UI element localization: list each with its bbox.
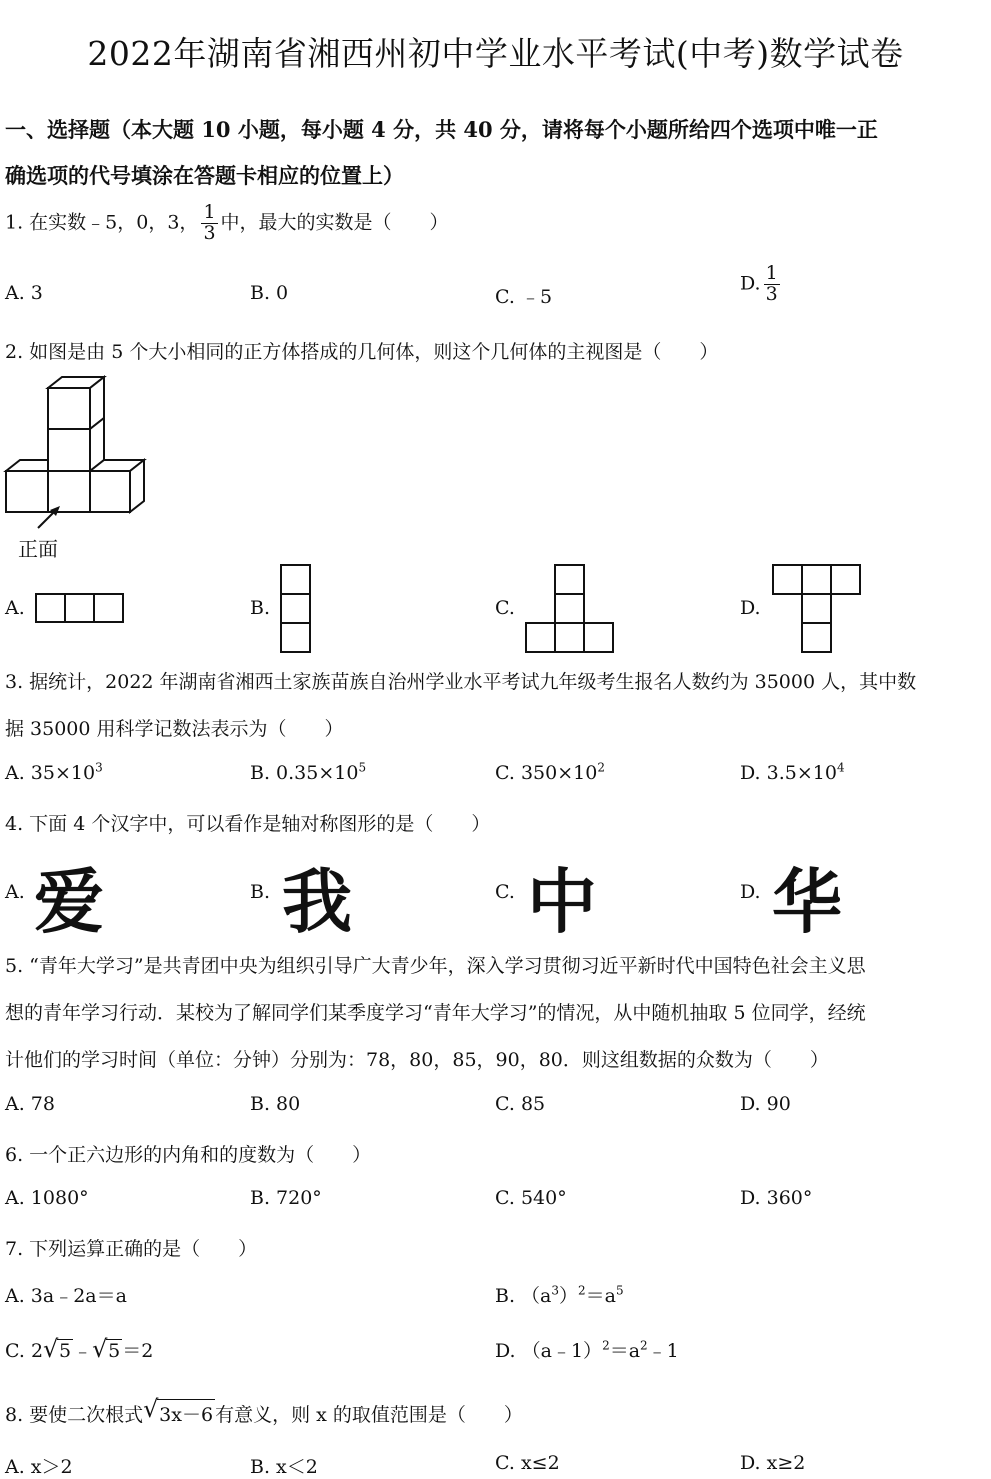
q3-c-exp: 2	[597, 760, 605, 775]
q2-option-b-figure	[280, 564, 312, 654]
q4-char-wo: 我	[282, 861, 352, 943]
q7-b-exp2: 2	[578, 1283, 586, 1298]
q8-option-a[interactable]: A. x＞2	[5, 1456, 73, 1478]
section-heading-line1: 一、选择题（本大题 10 小题，每小题 4 分，共 40 分，请将每个小题所给四个选项中唯一正	[5, 117, 878, 142]
q4-char-hua: 华	[772, 861, 842, 943]
q1-suffix: 中，最大的实数是（ ）	[220, 211, 449, 234]
q5-option-a[interactable]: A. 78	[5, 1093, 55, 1115]
q2-option-b[interactable]: B.	[250, 597, 271, 619]
question-3-line1: 3. 据统计，2022 年湖南省湘西土家族苗族自治州学业水平考试九年级考生报名人数约为 35000 人，其中数	[5, 671, 917, 693]
q3-d-exp: 4	[836, 760, 845, 775]
q7-option-a[interactable]: A. 3a﹣2a＝a	[5, 1285, 127, 1307]
q7-b-exp1: 3	[551, 1283, 560, 1298]
q4-option-a[interactable]: A.	[5, 881, 25, 903]
q1-option-b[interactable]: B. 0	[250, 282, 289, 304]
q5-option-d[interactable]: D. 90	[740, 1093, 791, 1115]
section-heading-line2: 确选项的代号填涂在答题卡相应的位置上）	[5, 163, 404, 188]
q7-c-radicand2: 5	[108, 1340, 121, 1362]
q2-option-a-figure	[35, 593, 125, 623]
q2-option-c[interactable]: C.	[495, 597, 515, 619]
q7-c-sqrt1: √ 5	[43, 1335, 72, 1363]
q7-b-part2: ）	[559, 1285, 579, 1307]
q8-option-c[interactable]: C. x≤2	[495, 1452, 560, 1474]
q3-b-base: B. 0.35×10	[250, 762, 359, 784]
q8-radicand: 3x－6	[157, 1399, 215, 1427]
q7-b-part3: ＝a	[585, 1285, 616, 1307]
q3-a-base: A. 35×10	[5, 762, 96, 784]
q7-option-b[interactable]	[495, 1281, 624, 1308]
question-6: 6. 一个正六边形的内角和的度数为（ ）	[5, 1144, 372, 1166]
question-5-line2: 想的青年学习行动．某校为了解同学们某季度学习“青年大学习”的情况，从中随机抽取 5 位同学，经统	[5, 1002, 866, 1024]
q6-option-c[interactable]: C. 540°	[495, 1187, 567, 1209]
q1-option-d[interactable]	[740, 264, 783, 305]
q7-b-exp3: 5	[616, 1283, 624, 1298]
question-3-line2: 据 35000 用科学记数法表示为（ ）	[5, 718, 344, 740]
q7-d-exp2: 2	[640, 1338, 648, 1353]
q7-d-part3: ﹣1	[647, 1340, 679, 1362]
q7-c-radicand1: 5	[59, 1340, 72, 1362]
q6-option-a[interactable]: A. 1080°	[5, 1187, 89, 1209]
q1-option-d-label: D.	[740, 272, 761, 295]
q7-c-part2: ＝2	[122, 1340, 154, 1362]
q1-option-a[interactable]: A. 3	[5, 282, 43, 304]
q7-option-c[interactable]	[5, 1336, 153, 1363]
q7-c-part1: C. 2	[5, 1340, 44, 1362]
q7-d-exp1: 2	[602, 1338, 610, 1353]
q3-option-c[interactable]	[495, 762, 605, 784]
question-5-line1: 5. “青年大学习”是共青团中央为组织引导广大青少年，深入学习贯彻习近平新时代中国特色社会主义思	[5, 955, 866, 977]
q7-c-sqrt2: √ 5	[92, 1335, 121, 1363]
q4-char-ai: 爱	[34, 861, 104, 943]
q4-option-d[interactable]: D.	[740, 881, 761, 903]
q3-a-exp: 3	[95, 760, 103, 775]
q7-b-part1: B. （a	[495, 1285, 552, 1307]
question-1	[5, 203, 449, 244]
q8-sqrt: √ 3x－6	[143, 1395, 214, 1426]
q5-option-c[interactable]: C. 85	[495, 1093, 546, 1115]
q7-c-minus: ﹣	[73, 1340, 93, 1362]
q8-option-d[interactable]: D. x≥2	[740, 1452, 806, 1474]
q1-d-num: 1	[765, 262, 778, 284]
q2-option-d[interactable]: D.	[740, 597, 761, 619]
question-8	[5, 1395, 523, 1427]
q1-prefix: 1. 在实数﹣5，0，3，	[5, 211, 199, 234]
q8-prefix: 8. 要使二次根式	[5, 1404, 144, 1426]
q4-char-zhong: 中	[527, 861, 597, 943]
q7-d-part1: D. （a﹣1）	[495, 1340, 603, 1362]
q1-fraction	[201, 203, 217, 244]
q1-option-d-fraction	[764, 264, 780, 305]
question-5-line3: 计他们的学习时间（单位：分钟）分别为：78，80，85，90，80．则这组数据的众数为（ ）	[5, 1049, 829, 1071]
q5-option-b[interactable]: B. 80	[250, 1093, 301, 1115]
question-2: 2. 如图是由 5 个大小相同的正方体搭成的几何体，则这个几何体的主视图是（ ）	[5, 341, 719, 363]
q3-d-base: D. 3.5×10	[740, 762, 837, 784]
q1-frac-num: 1	[203, 201, 216, 223]
question-7: 7. 下列运算正确的是（ ）	[5, 1238, 258, 1260]
q3-option-b[interactable]	[250, 762, 366, 784]
q3-option-a[interactable]	[5, 762, 103, 784]
q2-option-d-figure	[772, 564, 864, 654]
q1-d-den: 3	[765, 282, 778, 305]
q7-option-d[interactable]	[495, 1336, 679, 1363]
q8-option-b[interactable]: B. x＜2	[250, 1456, 318, 1478]
q2-option-c-figure	[525, 564, 617, 654]
q4-option-c[interactable]: C.	[495, 881, 515, 903]
q6-option-d[interactable]: D. 360°	[740, 1187, 813, 1209]
q7-d-part2: ＝a	[609, 1340, 641, 1362]
q1-frac-den: 3	[203, 221, 216, 244]
page-title: 2022年湖南省湘西州初中学业水平考试(中考)数学试卷	[87, 34, 904, 73]
q3-c-base: C. 350×10	[495, 762, 598, 784]
q3-option-d[interactable]	[740, 762, 845, 784]
q3-b-exp: 5	[358, 760, 367, 775]
q6-option-b[interactable]: B. 720°	[250, 1187, 322, 1209]
q8-suffix: 有意义，则 x 的取值范围是（ ）	[215, 1404, 523, 1426]
q2-front-label: 正面	[18, 537, 58, 561]
q4-option-b[interactable]: B.	[250, 881, 271, 903]
q1-option-c[interactable]: C. ﹣5	[495, 286, 553, 308]
question-4: 4. 下面 4 个汉字中，可以看作是轴对称图形的是（ ）	[5, 813, 491, 835]
q2-option-a[interactable]: A.	[5, 597, 25, 619]
